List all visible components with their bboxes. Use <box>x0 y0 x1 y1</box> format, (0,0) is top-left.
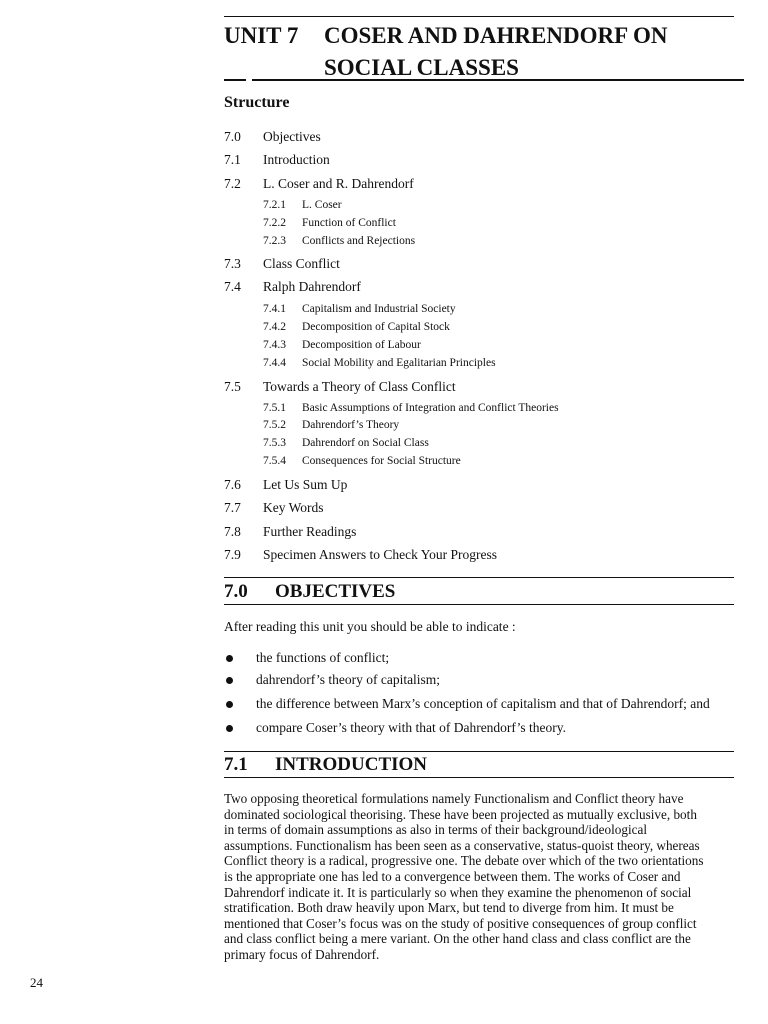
bullet-icon <box>226 701 233 708</box>
paragraph-line: dominated sociological theorising. These have been projected as mutually exclusive, both <box>224 806 697 822</box>
paragraph-line: and class conflict being a mere variant. On the other hand class and class conflict are the <box>224 931 691 947</box>
toc-item-number: 7.5.3 <box>263 437 286 449</box>
toc-item-label: Ralph Dahrendorf <box>263 279 361 294</box>
toc-item-number: 7.5.4 <box>263 455 286 467</box>
unit-title-line-2: SOCIAL CLASSES <box>324 55 519 80</box>
toc-item-number: 7.4.2 <box>263 321 286 333</box>
paragraph-line: is the appropriate one has led to a convergence between them. The works of Coser and <box>224 868 681 884</box>
toc-item-number: 7.2.3 <box>263 235 286 247</box>
toc-item-label: Towards a Theory of Class Conflict <box>263 379 456 394</box>
toc-item-number: 7.2.2 <box>263 217 286 229</box>
paragraph-line: Dahrendorf indicate it. It is particularly so when they examine the phenomenon of social <box>224 884 692 900</box>
toc-item-number: 7.4 <box>224 279 241 294</box>
toc-item-number: 7.1 <box>224 152 241 167</box>
title-rule-right <box>252 79 744 81</box>
toc-item-number: 7.4.4 <box>263 357 286 369</box>
toc-item-label: Class Conflict <box>263 256 340 271</box>
toc-item-number: 7.9 <box>224 547 241 562</box>
paragraph-line: primary focus of Dahrendorf. <box>224 946 380 962</box>
toc-item-number: 7.0 <box>224 129 241 144</box>
paragraph-line: assumptions. Functionalism has been seen as a conservative, status-quoist theory, whereas <box>224 837 700 853</box>
list-item-text: compare Coser’s theory with that of Dahrendorf’s theory. <box>256 720 567 735</box>
page-number: 24 <box>30 975 43 990</box>
toc-item-number: 7.5.2 <box>263 419 286 431</box>
list-item-text: dahrendorf’s theory of capitalism; <box>256 672 441 687</box>
toc-item-label: Conflicts and Rejections <box>302 235 416 247</box>
toc-item-label: Dahrendorf’s Theory <box>302 419 400 431</box>
toc-item-label: Introduction <box>263 152 330 167</box>
toc-item-label: Specimen Answers to Check Your Progress <box>263 547 497 562</box>
unit-number: UNIT 7 <box>224 23 299 48</box>
paragraph-line: mentioned that Coser’s focus was on the study of positive consequences of group conflict <box>224 915 697 931</box>
introduction-paragraph <box>224 791 724 963</box>
toc-item-label: Consequences for Social Structure <box>302 455 461 467</box>
section-title: OBJECTIVES <box>275 581 396 602</box>
toc-item-number: 7.8 <box>224 524 241 539</box>
introduction-rule-bottom <box>224 777 734 778</box>
toc-item-label: Social Mobility and Egalitarian Principles <box>302 357 496 369</box>
introduction-rule-top <box>224 751 734 752</box>
objectives-rule-top <box>224 577 734 578</box>
toc-item-number: 7.3 <box>224 256 241 271</box>
toc-item-label: Capitalism and Industrial Society <box>302 303 456 315</box>
toc-item-label: Decomposition of Capital Stock <box>302 321 450 333</box>
bullet-icon <box>226 655 233 662</box>
section-number: 7.1 <box>224 754 248 775</box>
paragraph-line: Conflict theory is a radical, progressive one. The debate over which of the two orientations <box>224 853 704 869</box>
toc-item-number: 7.2 <box>224 176 241 191</box>
toc-item-label: Objectives <box>263 129 321 144</box>
toc-item-label: Basic Assumptions of Integration and Conflict Theories <box>302 402 559 414</box>
paragraph-line: Two opposing theoretical formulations namely Functionalism and Conflict theory have <box>224 791 684 806</box>
toc-item-number: 7.6 <box>224 477 241 492</box>
structure-heading: Structure <box>224 94 290 111</box>
toc-item-label: Dahrendorf on Social Class <box>302 437 429 449</box>
bullet-icon <box>226 677 233 684</box>
toc-item-number: 7.5 <box>224 379 241 394</box>
toc-item-number: 7.4.1 <box>263 303 286 315</box>
section-number: 7.0 <box>224 581 248 602</box>
unit-title-line-1: COSER AND DAHRENDORF ON <box>324 23 668 48</box>
toc-item-number: 7.2.1 <box>263 199 286 211</box>
toc-item-number: 7.5.1 <box>263 402 286 414</box>
list-item-text: the difference between Marx’s conception of capitalism and that of Dahrendorf; and <box>256 696 710 711</box>
toc-item-number: 7.4.3 <box>263 339 286 351</box>
bullet-icon <box>226 725 233 732</box>
paragraph-line: in terms of domain assumptions as also in terms of their background/ideological <box>224 822 648 838</box>
title-rule-left <box>224 79 246 81</box>
objectives-intro: After reading this unit you should be able to indicate : <box>224 619 516 634</box>
top-rule <box>224 16 734 17</box>
section-title: INTRODUCTION <box>275 754 428 775</box>
toc-item-label: Function of Conflict <box>302 217 396 229</box>
toc-item-label: Let Us Sum Up <box>263 477 348 492</box>
list-item-text: the functions of conflict; <box>256 650 390 665</box>
toc-item-label: Decomposition of Labour <box>302 339 421 351</box>
toc-item-label: Key Words <box>263 500 324 515</box>
toc-item-number: 7.7 <box>224 500 241 515</box>
paragraph-line: stratification. Both draw heavily upon Marx, but tend to diverge from him. It must be <box>224 900 674 916</box>
toc-item-label: Further Readings <box>263 524 357 539</box>
toc-item-label: L. Coser and R. Dahrendorf <box>263 176 414 191</box>
toc-item-label: L. Coser <box>302 199 342 211</box>
objectives-rule-bottom <box>224 604 734 605</box>
